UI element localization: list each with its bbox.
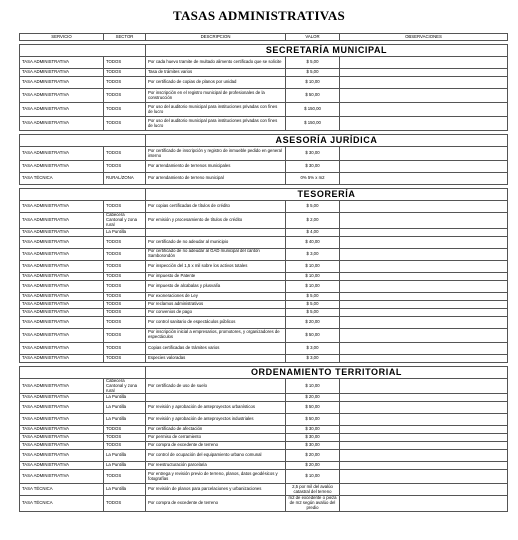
cell-servicio: TASA ADMINISTRATIVA	[20, 402, 104, 414]
section-header-spacer	[20, 189, 146, 201]
cell-observaciones	[340, 462, 508, 470]
cell-valor: $ 5,00	[286, 57, 340, 69]
table-row	[20, 280, 508, 292]
cell-descripcion: Por copias certificadas de títulos de crédito	[146, 201, 286, 213]
cell-valor: $ 50,00	[286, 89, 340, 103]
cell-servicio: TASA ADMINISTRATIVA	[20, 292, 104, 300]
cell-valor: $ 5,00	[286, 201, 340, 213]
cell-observaciones	[340, 57, 508, 69]
cell-servicio: TASA ADMINISTRATIVA	[20, 228, 104, 236]
cell-observaciones	[340, 272, 508, 280]
table-row	[20, 462, 508, 470]
cell-valor: $ 30,00	[286, 434, 340, 442]
table-row	[20, 414, 508, 426]
cell-descripcion: Por inspección del 1,5 x mil sobre los activos totales	[146, 260, 286, 272]
cell-sector: TODOS	[104, 496, 146, 512]
cell-descripcion: Por entrega y revisión previo de terreno, planos, datos geodésicos y fotografías	[146, 470, 286, 484]
cell-sector: TODOS	[104, 147, 146, 161]
table-row	[20, 248, 508, 260]
cell-descripcion: Por certificado de no adeudar al GAD municipal del cantón Samborondón	[146, 248, 286, 260]
cell-descripcion: Por control de ocupación del equipamiento urbano comunal	[146, 450, 286, 462]
cell-descripcion: Por certificado de afectación	[146, 426, 286, 434]
table-row	[20, 442, 508, 450]
cell-servicio: TASA ADMINISTRATIVA	[20, 117, 104, 131]
cell-descripcion: Por inscripción inicial a empresarios, promotores, y organizadores de espectáculos	[146, 328, 286, 342]
table-row	[20, 402, 508, 414]
cell-servicio: TASA ADMINISTRATIVA	[20, 442, 104, 450]
cell-servicio: TASA ADMINISTRATIVA	[20, 77, 104, 89]
cell-sector: TODOS	[104, 161, 146, 173]
cell-observaciones	[340, 450, 508, 462]
cell-servicio: TASA ADMINISTRATIVA	[20, 342, 104, 354]
table-row	[20, 260, 508, 272]
cell-sector: TODOS	[104, 280, 146, 292]
cell-observaciones	[340, 402, 508, 414]
cell-servicio: TASA ADMINISTRATIVA	[20, 378, 104, 394]
cell-sector: TODOS	[104, 117, 146, 131]
table-row	[20, 89, 508, 103]
cell-descripcion: Por permiso de cerramiento	[146, 434, 286, 442]
cell-valor: $ 10,00	[286, 470, 340, 484]
cell-observaciones	[340, 378, 508, 394]
cell-servicio: TASA ADMINISTRATIVA	[20, 147, 104, 161]
cell-observaciones	[340, 484, 508, 496]
cell-sector: TODOS	[104, 69, 146, 77]
cell-descripcion: Por revisión de planos para parcelaciones y urbanizaciones	[146, 484, 286, 496]
cell-observaciones	[340, 292, 508, 300]
cell-observaciones	[340, 426, 508, 434]
cell-valor: $ 30,00	[286, 426, 340, 434]
cell-descripcion: Por uso del auditorio municipal para instituciones privadas con fines de lucro	[146, 117, 286, 131]
cell-sector: La Puntilla	[104, 402, 146, 414]
cell-observaciones	[340, 117, 508, 131]
cell-observaciones	[340, 147, 508, 161]
table-row	[20, 308, 508, 316]
cell-descripcion: Por exoneraciones de Ley	[146, 292, 286, 300]
table-row	[20, 300, 508, 308]
cell-servicio: TASA ADMINISTRATIVA	[20, 300, 104, 308]
cell-descripcion: Por impuesto de Patente	[146, 272, 286, 280]
cell-sector: TODOS	[104, 308, 146, 316]
cell-valor: $ 30,00	[286, 442, 340, 450]
cell-valor: $ 10,00	[286, 280, 340, 292]
cell-observaciones	[340, 308, 508, 316]
cell-valor: 0% 5% x m2	[286, 173, 340, 185]
cell-valor: $ 10,00	[286, 378, 340, 394]
cell-descripcion: Por certificado de inscripción y registro de inmueble pedido en general interno	[146, 147, 286, 161]
cell-valor: $ 3,00	[286, 248, 340, 260]
cell-servicio: TASA ADMINISTRATIVA	[20, 248, 104, 260]
cell-observaciones	[340, 161, 508, 173]
table-row	[20, 328, 508, 342]
cell-valor: $ 3,00	[286, 354, 340, 362]
cell-servicio: TASA ADMINISTRATIVA	[20, 426, 104, 434]
cell-observaciones	[340, 342, 508, 354]
table-row	[20, 77, 508, 89]
table-row	[20, 316, 508, 328]
cell-descripcion: Por arrendamiento de terreno municipal	[146, 173, 286, 185]
cell-valor: $ 50,00	[286, 402, 340, 414]
cell-observaciones	[340, 394, 508, 402]
section-header-spacer	[20, 135, 146, 147]
header-servicio: SERVICIO	[20, 34, 104, 41]
table-row	[20, 450, 508, 462]
cell-observaciones	[340, 103, 508, 117]
cell-servicio: TASA ADMINISTRATIVA	[20, 103, 104, 117]
cell-descripcion	[146, 394, 286, 402]
cell-sector: La Puntilla	[104, 462, 146, 470]
cell-sector: TODOS	[104, 89, 146, 103]
fees-table	[19, 33, 508, 512]
cell-observaciones	[340, 496, 508, 512]
cell-valor: $ 150,00	[286, 103, 340, 117]
cell-servicio: TASA ADMINISTRATIVA	[20, 272, 104, 280]
table-row	[20, 342, 508, 354]
cell-sector: TODOS	[104, 442, 146, 450]
table-row	[20, 117, 508, 131]
cell-sector: TODOS	[104, 77, 146, 89]
cell-servicio: TASA ADMINISTRATIVA	[20, 414, 104, 426]
cell-valor: $ 2,00	[286, 213, 340, 229]
cell-servicio: TASA ADMINISTRATIVA	[20, 316, 104, 328]
cell-descripcion: Copias certificadas de trámites varios	[146, 342, 286, 354]
cell-sector: La Puntilla	[104, 484, 146, 496]
cell-servicio: TASA ADMINISTRATIVA	[20, 69, 104, 77]
cell-valor: $ 10,00	[286, 260, 340, 272]
cell-observaciones	[340, 300, 508, 308]
cell-servicio: TASA ADMINISTRATIVA	[20, 328, 104, 342]
section-title: ASESORÍA JURÍDICA	[146, 135, 508, 147]
cell-sector: TODOS	[104, 328, 146, 342]
cell-sector: La Puntilla	[104, 450, 146, 462]
table-row	[20, 173, 508, 185]
cell-descripcion: Por revisión y aprobación de anteproyectos industriales	[146, 414, 286, 426]
cell-observaciones	[340, 414, 508, 426]
table-row	[20, 378, 508, 394]
cell-servicio: TASA ADMINISTRATIVA	[20, 280, 104, 292]
section-header-spacer	[20, 366, 146, 378]
cell-servicio: TASA ADMINISTRATIVA	[20, 89, 104, 103]
table-row	[20, 213, 508, 229]
cell-servicio: TASA ADMINISTRATIVA	[20, 236, 104, 248]
table-header-row	[20, 34, 508, 41]
cell-servicio: TASA ADMINISTRATIVA	[20, 161, 104, 173]
cell-valor: $ 5,00	[286, 69, 340, 77]
cell-observaciones	[340, 89, 508, 103]
cell-valor: $ 150,00	[286, 117, 340, 131]
cell-sector: Cabecera Cantonal y zona rural	[104, 213, 146, 229]
cell-servicio: TASA ADMINISTRATIVA	[20, 394, 104, 402]
cell-servicio: TASA ADMINISTRATIVA	[20, 213, 104, 229]
cell-sector: TODOS	[104, 201, 146, 213]
cell-servicio: TASA ADMINISTRATIVA	[20, 308, 104, 316]
cell-sector: La Puntilla	[104, 394, 146, 402]
cell-valor: $ 5,00	[286, 300, 340, 308]
cell-valor: $ 3,00	[286, 342, 340, 354]
cell-servicio: TASA ADMINISTRATIVA	[20, 260, 104, 272]
cell-observaciones	[340, 69, 508, 77]
table-row	[20, 394, 508, 402]
cell-sector: RURAL/ZONA	[104, 173, 146, 185]
cell-sector: TODOS	[104, 103, 146, 117]
section-header-row	[20, 366, 508, 378]
table-row	[20, 201, 508, 213]
cell-observaciones	[340, 201, 508, 213]
table-row	[20, 57, 508, 69]
cell-sector: TODOS	[104, 260, 146, 272]
cell-observaciones	[340, 228, 508, 236]
cell-descripcion: Por certificado de uso de suelo	[146, 378, 286, 394]
table-row	[20, 236, 508, 248]
cell-observaciones	[340, 316, 508, 328]
section-title: SECRETARÍA MUNICIPAL	[146, 45, 508, 57]
cell-sector: TODOS	[104, 426, 146, 434]
cell-valor: $ 4,00	[286, 228, 340, 236]
cell-sector: TODOS	[104, 248, 146, 260]
section-title: TESORERÍA	[146, 189, 508, 201]
cell-observaciones	[340, 260, 508, 272]
cell-descripcion: Por inscripción en el registro municipal de profesionales de la construcción	[146, 89, 286, 103]
document-title: TASAS ADMINISTRATIVAS	[172, 8, 346, 23]
cell-observaciones	[340, 77, 508, 89]
cell-servicio: TASA ADMINISTRATIVA	[20, 462, 104, 470]
table-row	[20, 496, 508, 512]
cell-descripcion: Por revisión y aprobación de anteproyectos urbanísticos	[146, 402, 286, 414]
cell-sector: TODOS	[104, 316, 146, 328]
cell-valor: $ 50,00	[286, 328, 340, 342]
cell-valor: $ 30,00	[286, 147, 340, 161]
cell-valor: $ 20,00	[286, 450, 340, 462]
cell-descripcion: Por uso del auditorio municipal para instituciones privadas con fines de lucro	[146, 103, 286, 117]
cell-servicio: TASA ADMINISTRATIVA	[20, 434, 104, 442]
cell-sector: TODOS	[104, 57, 146, 69]
cell-sector: TODOS	[104, 470, 146, 484]
cell-servicio: TASA ADMINISTRATIVA	[20, 470, 104, 484]
header-descripcion: DESCRIPCION	[146, 34, 286, 41]
table-row	[20, 228, 508, 236]
cell-servicio: TASA TÉCNICA	[20, 496, 104, 512]
cell-observaciones	[340, 213, 508, 229]
section-header-row	[20, 189, 508, 201]
section-header-row	[20, 45, 508, 57]
cell-valor: $ 20,00	[286, 394, 340, 402]
cell-observaciones	[340, 173, 508, 185]
cell-observaciones	[340, 470, 508, 484]
cell-sector: La Puntilla	[104, 228, 146, 236]
table-row	[20, 484, 508, 496]
cell-descripcion: Tasa de trámites varios	[146, 69, 286, 77]
cell-descripcion: Por impuesto de alcabalas y plusvalía	[146, 280, 286, 292]
cell-descripcion: Por cada huevo tramite de multado alimento certificado que se solicite	[146, 57, 286, 69]
cell-observaciones	[340, 442, 508, 450]
cell-descripcion: Por emisión y procesamiento de títulos de crédito	[146, 213, 286, 229]
table-row	[20, 69, 508, 77]
section-title: ORDENAMIENTO TERRITORIAL	[146, 366, 508, 378]
cell-descripcion: Por convenios de pago	[146, 308, 286, 316]
table-row	[20, 272, 508, 280]
cell-sector: TODOS	[104, 300, 146, 308]
table-row	[20, 434, 508, 442]
table-row	[20, 161, 508, 173]
cell-servicio: TASA TÉCNICA	[20, 484, 104, 496]
cell-observaciones	[340, 248, 508, 260]
cell-descripcion	[146, 228, 286, 236]
cell-sector: TODOS	[104, 292, 146, 300]
section-header-spacer	[20, 45, 146, 57]
cell-sector: TODOS	[104, 354, 146, 362]
cell-descripcion: Por compra de excedente de terreno	[146, 442, 286, 450]
cell-observaciones	[340, 354, 508, 362]
table-row	[20, 426, 508, 434]
cell-valor: $ 20,00	[286, 316, 340, 328]
cell-descripcion: Por reclamos administrativos	[146, 300, 286, 308]
cell-servicio: TASA ADMINISTRATIVA	[20, 57, 104, 69]
cell-descripcion: Especies valoradas	[146, 354, 286, 362]
cell-descripcion: Por certificado de no adeudar al municipio	[146, 236, 286, 248]
cell-valor: $ 5,00	[286, 308, 340, 316]
table-row	[20, 292, 508, 300]
cell-valor: m2 de excedente o pieza de m2 según avalúo del predio	[286, 496, 340, 512]
cell-valor: $ 5,00	[286, 292, 340, 300]
cell-valor: $ 50,00	[286, 414, 340, 426]
cell-sector: TODOS	[104, 236, 146, 248]
section-header-row	[20, 135, 508, 147]
cell-sector: Cabecera Cantonal y zona rural	[104, 378, 146, 394]
header-valor: VALOR	[286, 34, 340, 41]
cell-sector: TODOS	[104, 272, 146, 280]
cell-servicio: TASA ADMINISTRATIVA	[20, 450, 104, 462]
cell-valor: $ 30,00	[286, 161, 340, 173]
cell-observaciones	[340, 280, 508, 292]
cell-sector: La Puntilla	[104, 414, 146, 426]
cell-observaciones	[340, 434, 508, 442]
cell-valor: $ 40,00	[286, 236, 340, 248]
cell-valor: $ 20,00	[286, 462, 340, 470]
header-observaciones: OBSERVACIONES	[340, 34, 508, 41]
cell-valor: $ 10,00	[286, 272, 340, 280]
cell-valor: 2,5 por mil del avalúo catastral del terreno	[286, 484, 340, 496]
table-row	[20, 470, 508, 484]
header-sector: SECTOR	[104, 34, 146, 41]
cell-sector: TODOS	[104, 434, 146, 442]
cell-descripcion: Por compra de excedente de terreno	[146, 496, 286, 512]
cell-descripcion: Por arrendamiento de terrenos municipales	[146, 161, 286, 173]
cell-servicio: TASA TÉCNICA	[20, 173, 104, 185]
table-row	[20, 354, 508, 362]
table-row	[20, 103, 508, 117]
table-row	[20, 147, 508, 161]
cell-servicio: TASA ADMINISTRATIVA	[20, 201, 104, 213]
cell-sector: TODOS	[104, 342, 146, 354]
cell-valor: $ 10,00	[286, 77, 340, 89]
cell-descripcion: Por control sanitario de espectáculos públicos	[146, 316, 286, 328]
cell-descripcion: Por certificado de copias de planos por unidad	[146, 77, 286, 89]
table-body	[20, 41, 508, 512]
cell-observaciones	[340, 328, 508, 342]
cell-descripcion: Por reestructuración parcelaria	[146, 462, 286, 470]
cell-observaciones	[340, 236, 508, 248]
cell-servicio: TASA ADMINISTRATIVA	[20, 354, 104, 362]
